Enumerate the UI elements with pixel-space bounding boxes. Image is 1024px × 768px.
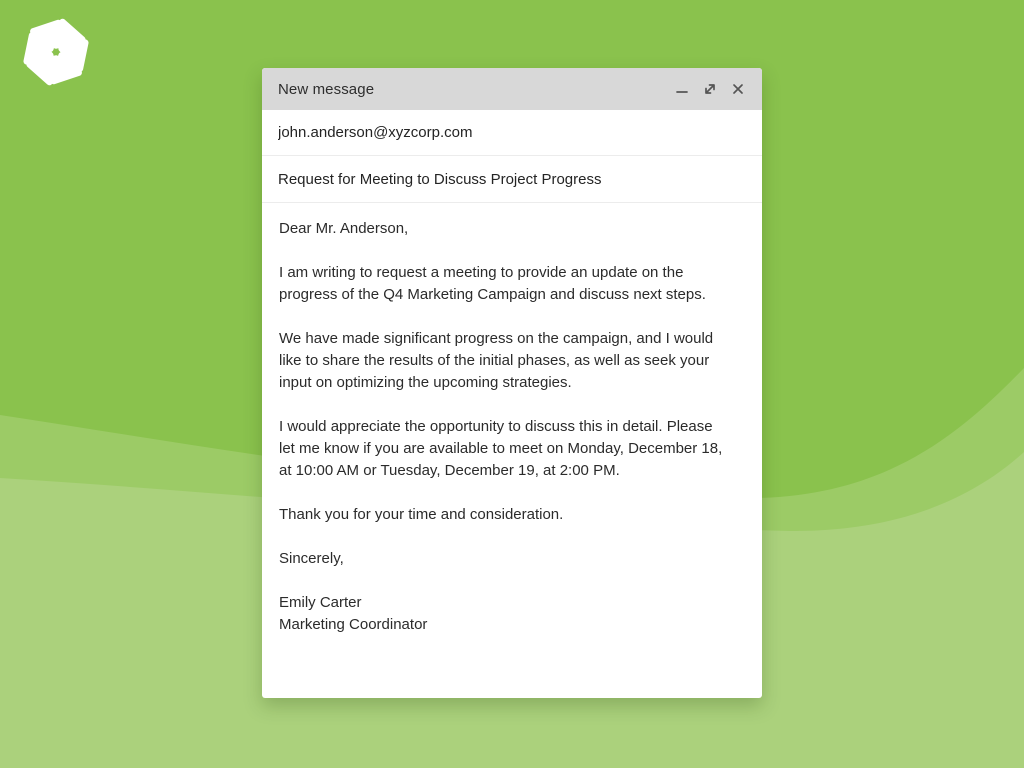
recipient-row [262,110,762,156]
signature-block [279,592,732,636]
body-paragraph: Thank you for your time and consideration. [279,506,564,523]
pinwheel-logo [18,12,94,92]
compose-titlebar [262,68,762,110]
minimize-button[interactable] [672,79,692,99]
body-paragraph: I would appreciate the opportunity to discuss this in detail. Please let me know if you are available to meet on Monday, December 18, at 10:00 AM or Tuesday, December 19, at 2:00 PM. [279,418,723,479]
compose-window [262,68,762,698]
body-paragraph: I am writing to request a meeting to provide an update on the progress of the Q4 Marketing Campaign and discuss next steps. [279,264,706,303]
body-paragraph: Sincerely, [279,550,344,567]
minimize-icon [675,82,689,96]
close-button[interactable] [728,79,748,99]
window-title: New message [278,80,375,98]
subject-input[interactable] [278,171,746,188]
window-controls [672,79,748,99]
expand-button[interactable] [700,79,720,99]
pinwheel-logo-icon [18,12,94,92]
signature-name: Emily Carter [279,594,362,611]
message-body-editor[interactable] [262,203,762,698]
expand-icon [703,82,717,96]
recipient-input[interactable] [278,124,746,141]
subject-row [262,156,762,203]
body-paragraph: We have made significant progress on the campaign, and I would like to share the results of the initial phases, as well as seek your input on optimizing the upcoming strategies. [279,330,714,391]
signature-role: Marketing Coordinator [279,616,428,633]
close-icon [731,82,745,96]
body-paragraph: Dear Mr. Anderson, [279,220,409,237]
